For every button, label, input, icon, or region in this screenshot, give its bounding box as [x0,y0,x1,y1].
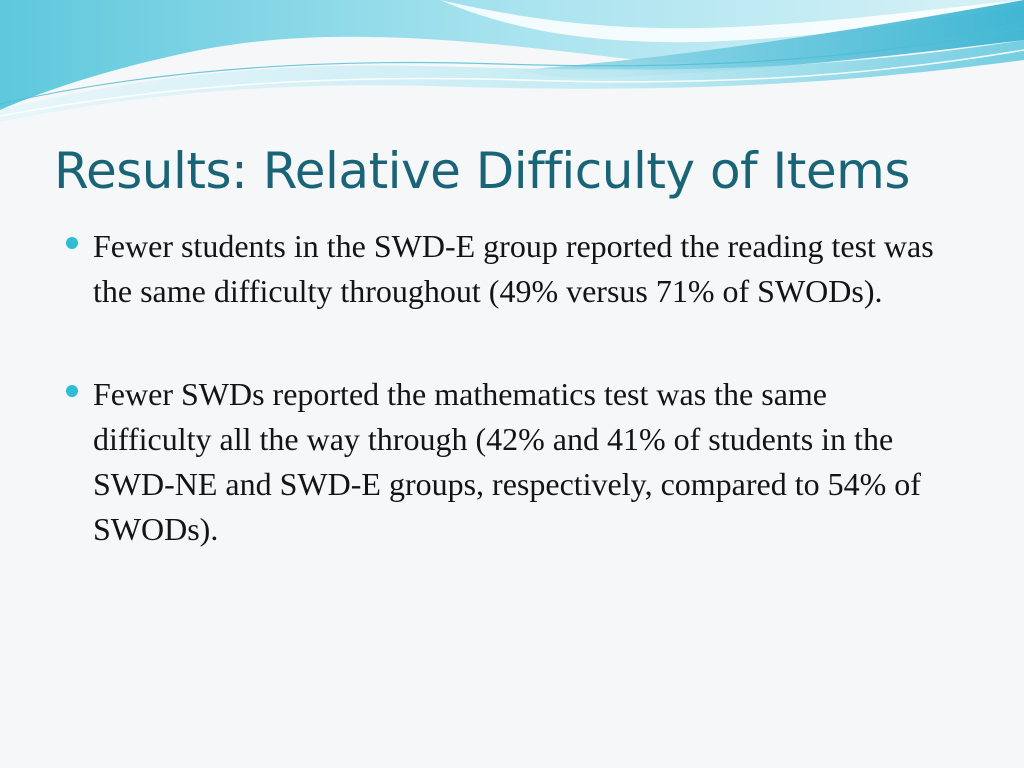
bullet-item [66,372,946,552]
bullet-item [66,224,946,314]
bullet-text: Fewer SWDs reported the mathematics test was the same difficulty all the way through (42% and 41% of students in the SWD-NE and SWD-E groups, respectively, compared to 54% of SWODs). [93,376,921,547]
bullet-text: Fewer students in the SWD-E group reported the reading test was the same difficulty throughout (49% versus 71% of SWODs). [93,228,934,309]
bullet-dot-icon [66,237,78,249]
slide-title: Results: Relative Difficulty of Items [54,142,910,200]
bullet-list [66,224,946,610]
wave-header-decoration [0,0,1024,130]
bullet-dot-icon [66,385,78,397]
